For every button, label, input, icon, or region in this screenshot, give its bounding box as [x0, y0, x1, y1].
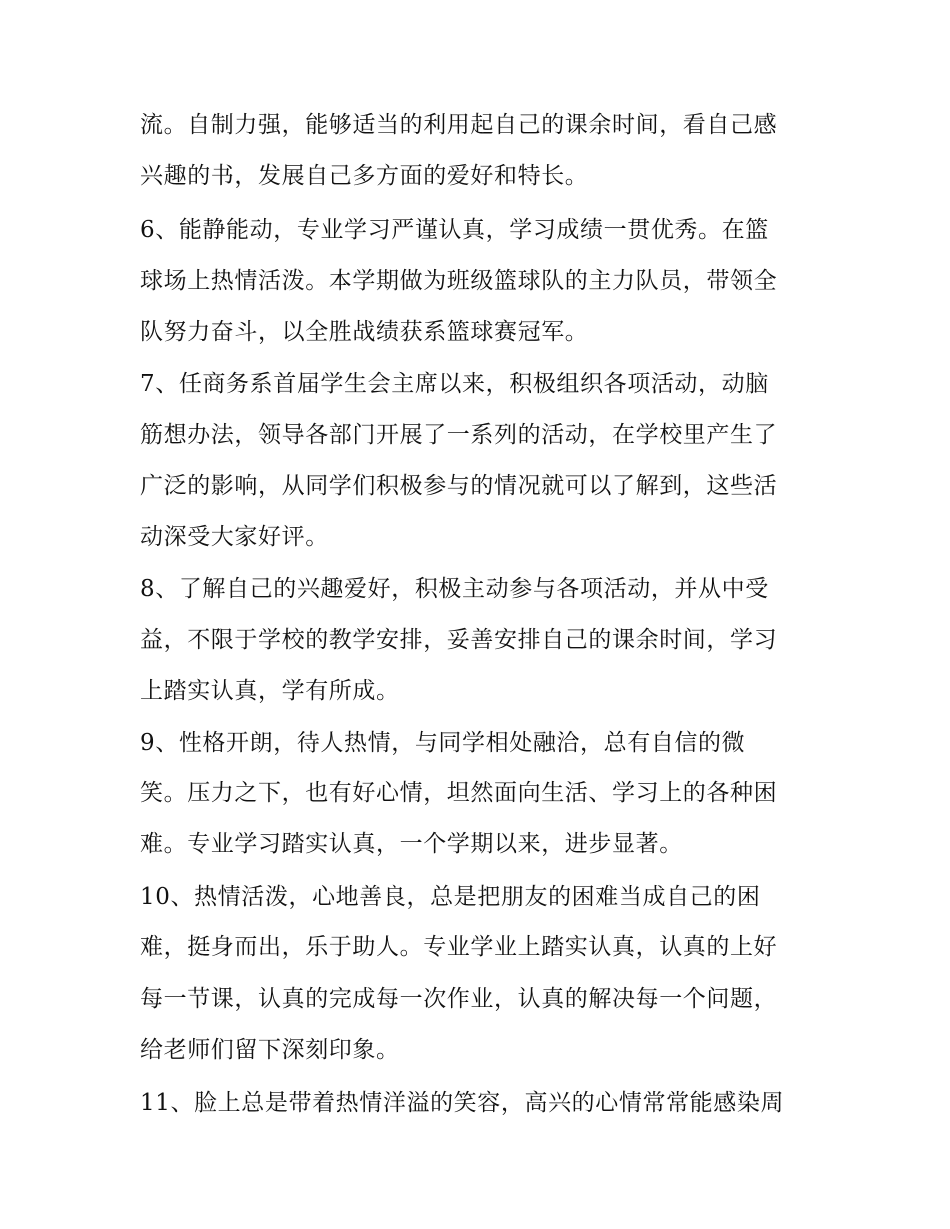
- text-line: 8、了解自己的兴趣爱好，积极主动参与各项活动，并从中受: [140, 576, 769, 602]
- text-line: 给老师们留下深刻印象。: [140, 1037, 400, 1063]
- text-line: 动深受大家好评。: [140, 524, 329, 550]
- text-line: 每一节课，认真的完成每一次作业，认真的解决每一个问题，: [140, 986, 778, 1012]
- text-line: 流。自制力强，能够适当的利用起自己的课余时间，看自己感: [140, 112, 778, 138]
- text-line: 10、热情活泼，心地善良，总是把朋友的困难当成自己的困: [140, 884, 761, 910]
- text-line: 球场上热情活泼。本学期做为班级篮球队的主力队员，带领全: [140, 268, 778, 294]
- text-line: 笑。压力之下，也有好心情，坦然面向生活、学习上的各种困: [140, 780, 778, 806]
- text-line: 益，不限于学校的教学安排，妥善安排自己的课余时间，学习: [140, 627, 778, 653]
- text-line: 兴趣的书，发展自己多方面的爱好和特长。: [140, 163, 589, 189]
- text-line: 上踏实认真，学有所成。: [140, 678, 400, 704]
- text-line: 筋想办法，领导各部门开展了一系列的活动，在学校里产生了: [140, 422, 778, 448]
- text-line: 难，挺身而出，乐于助人。专业学业上踏实认真，认真的上好: [140, 934, 778, 960]
- text-line: 广泛的影响，从同学们积极参与的情况就可以了解到，这些活: [140, 473, 778, 499]
- text-line: 9、性格开朗，待人热情，与同学相处融洽，总有自信的微: [140, 730, 746, 756]
- text-line: 6、能静能动，专业学习严谨认真，学习成绩一贯优秀。在篮: [140, 217, 769, 243]
- text-line: 11、脸上总是带着热情洋溢的笑容，高兴的心情常常能感染周: [140, 1090, 785, 1116]
- text-line: 7、任商务系首届学生会主席以来，积极组织各项活动，动脑: [140, 371, 769, 397]
- text-line: 队努力奋斗，以全胜战绩获系篮球赛冠军。: [140, 319, 589, 345]
- text-line: 难。专业学习踏实认真，一个学期以来，进步显著。: [140, 831, 683, 857]
